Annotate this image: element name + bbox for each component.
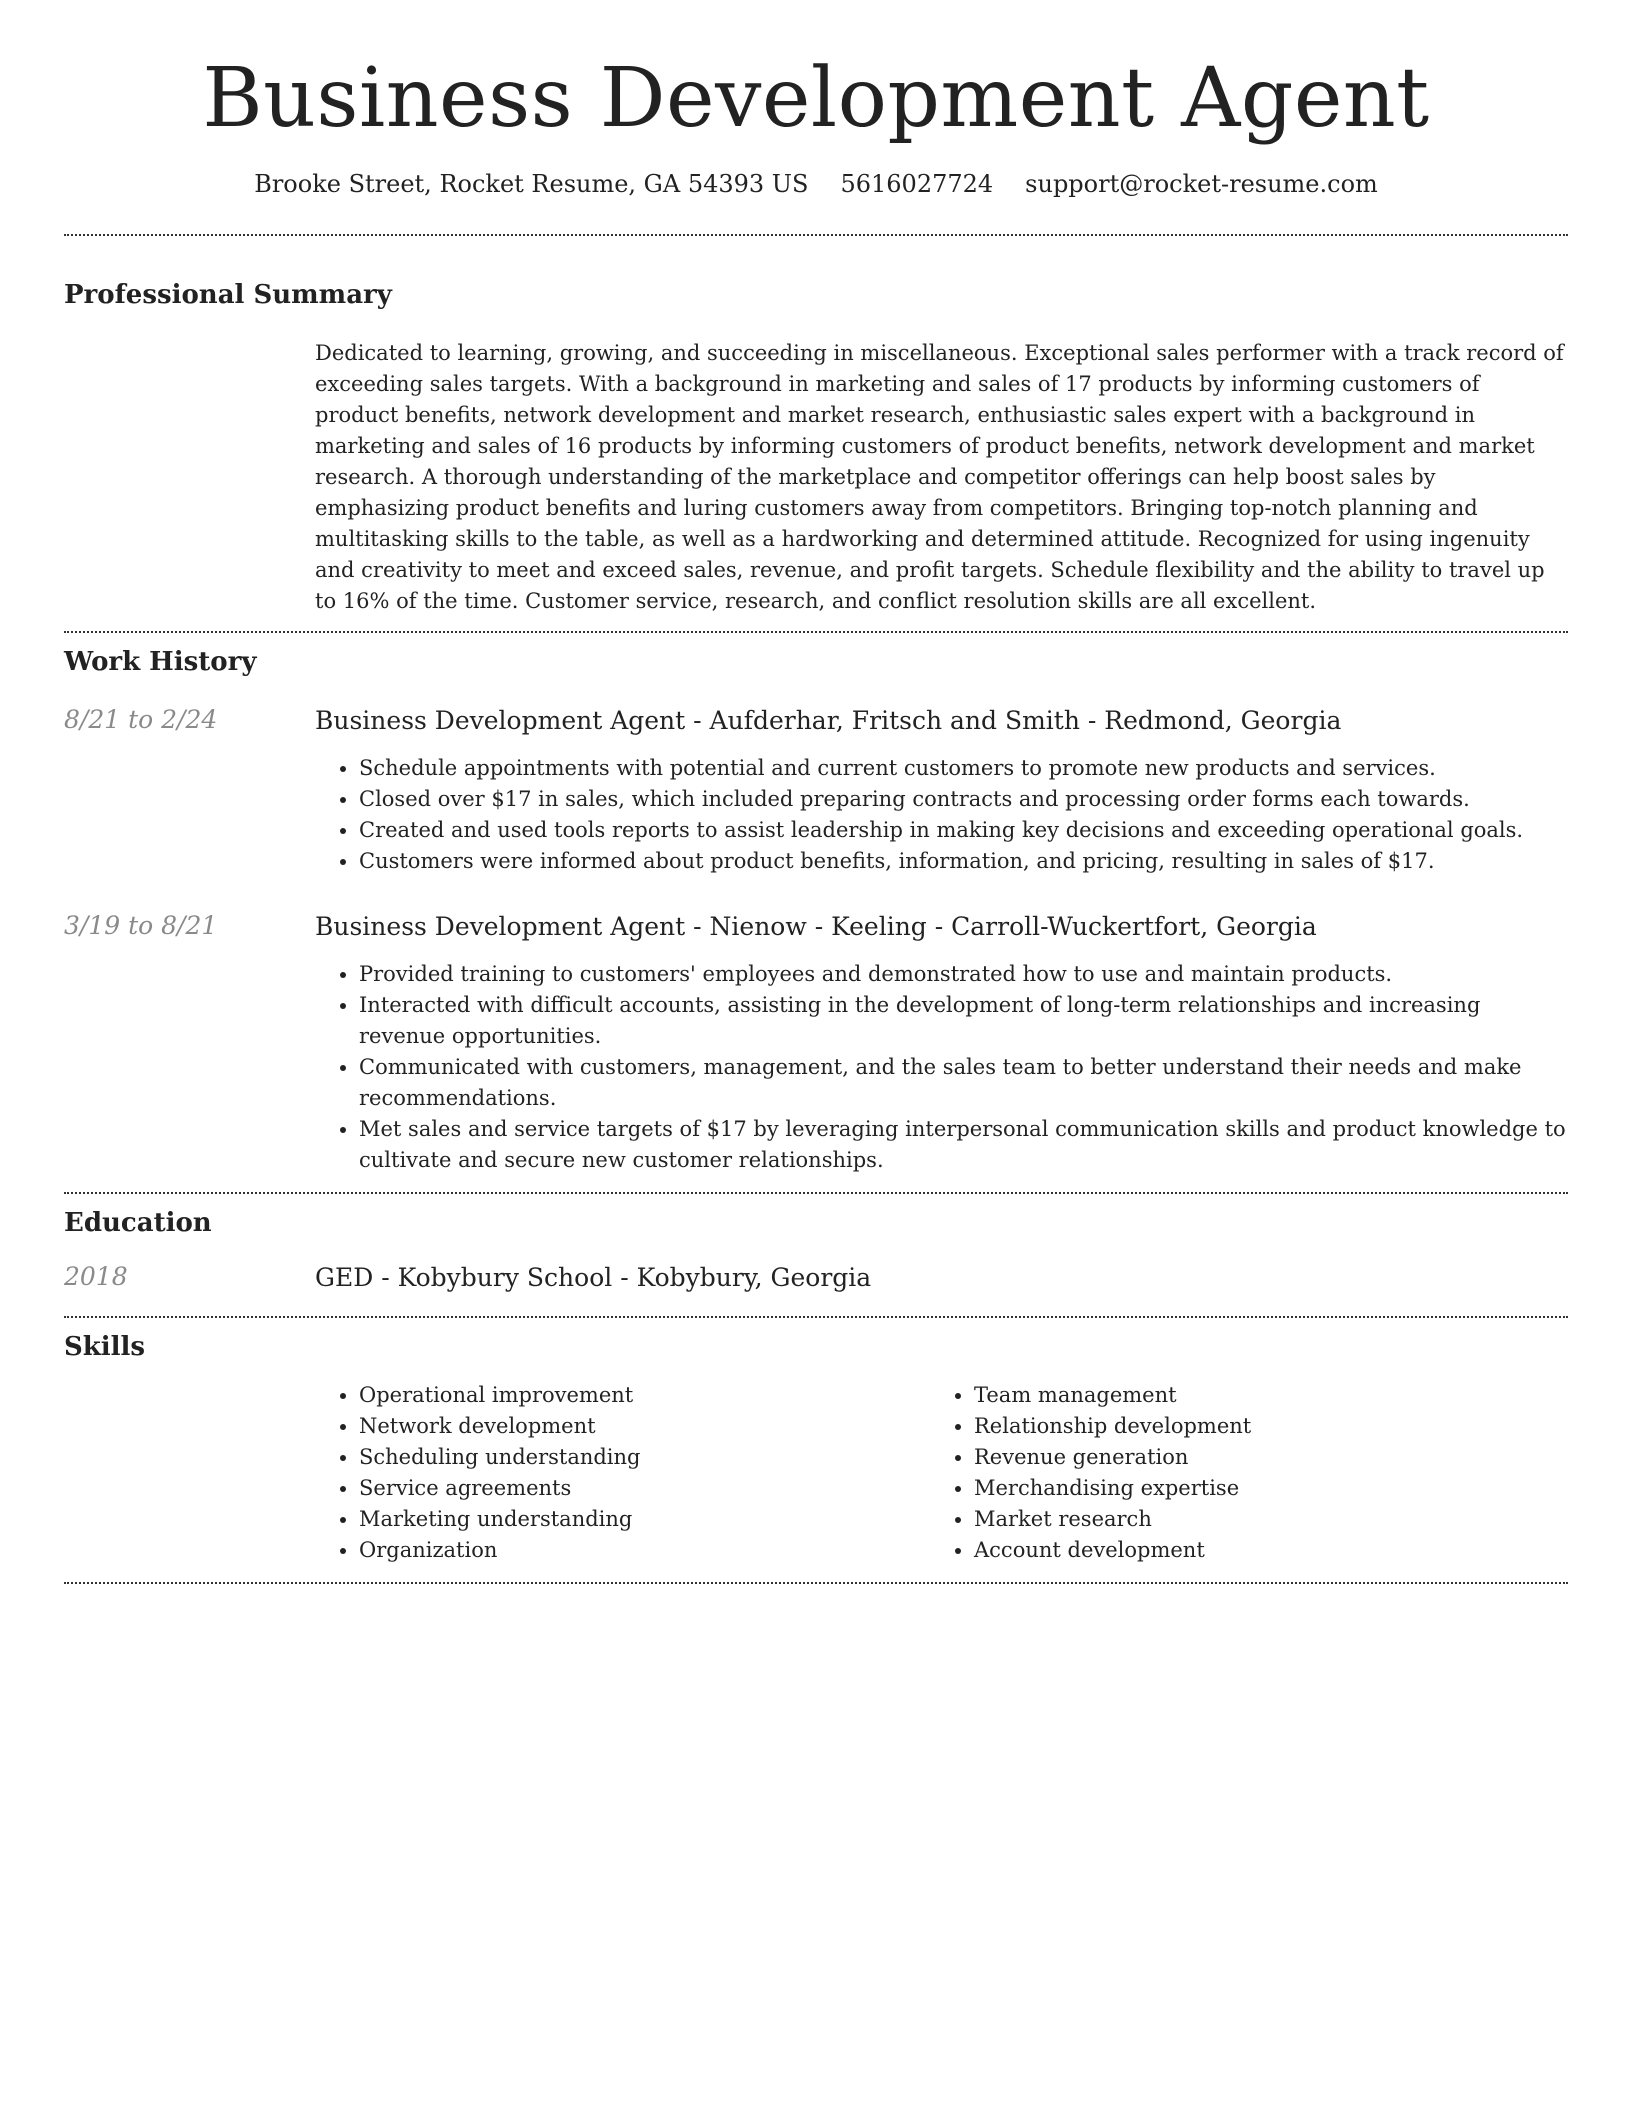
work-history-heading: Work History	[64, 647, 257, 678]
skills-section	[64, 1332, 1568, 1582]
skill-item: • Revenue generation	[974, 1442, 1545, 1473]
skills-grid	[315, 1380, 1568, 1566]
job-bullet: • Customers were informed about product benefits, information, and pricing, resulting in sales of $17.	[359, 846, 1568, 877]
skills-list-right	[930, 1380, 1545, 1566]
skills-list-left	[315, 1380, 930, 1566]
job-entry	[64, 705, 1568, 877]
email-address: support@rocket-resume.com	[1025, 170, 1378, 199]
section-divider	[64, 1316, 1568, 1318]
job-bullet: • Schedule appointments with potential and current customers to promote new products and services.	[359, 753, 1568, 784]
work-history-section	[64, 647, 1568, 1192]
summary-section	[64, 280, 1568, 631]
job-bullet: • Communicated with customers, management, and the sales team to better understand their needs and make recommendations.	[359, 1052, 1568, 1114]
skill-item: • Organization	[359, 1535, 930, 1566]
skill-item: • Team management	[974, 1380, 1545, 1411]
section-divider	[64, 631, 1568, 633]
job-bullet-list	[315, 959, 1568, 1176]
summary-row	[64, 338, 1568, 631]
job-content	[315, 705, 1568, 877]
education-degree: GED - Kobybury School - Kobybury, Georgia	[315, 1263, 872, 1293]
skill-item: • Network development	[359, 1411, 930, 1442]
phone-number: 5616027724	[840, 170, 994, 199]
job-bullet: • Interacted with difficult accounts, assisting in the development of long-term relationships and increasing revenue opportunities.	[359, 990, 1568, 1052]
summary-heading: Professional Summary	[64, 280, 392, 311]
skill-item: • Account development	[974, 1535, 1545, 1566]
job-title: Business Development Agent - Aufderhar, Fritsch and Smith - Redmond, Georgia	[315, 706, 1342, 736]
job-row	[64, 705, 1568, 877]
job-bullet: • Provided training to customers' employees and demonstrated how to use and maintain products.	[359, 959, 1568, 990]
candidate-name: Business Development Agent	[202, 51, 1430, 146]
skills-spacer	[64, 1376, 315, 1582]
job-bullet: • Met sales and service targets of $17 by leveraging interpersonal communication skills and product knowledge to cultivate and secure new customer relationships.	[359, 1114, 1568, 1176]
job-entry	[64, 911, 1568, 1176]
skill-item: • Marketing understanding	[359, 1504, 930, 1535]
skill-item: • Market research	[974, 1504, 1545, 1535]
skill-item: • Merchandising expertise	[974, 1473, 1545, 1504]
education-heading: Education	[64, 1208, 212, 1239]
skill-item: • Operational improvement	[359, 1380, 930, 1411]
education-entry	[64, 1262, 1568, 1294]
skill-item: • Scheduling understanding	[359, 1442, 930, 1473]
education-year: 2018	[64, 1262, 128, 1292]
address: Brooke Street, Rocket Resume, GA 54393 US	[254, 170, 809, 199]
job-row	[64, 911, 1568, 1176]
job-dates: 3/19 to 8/21	[64, 911, 218, 941]
skills-heading: Skills	[64, 1332, 146, 1363]
education-section	[64, 1208, 1568, 1294]
summary-spacer	[64, 338, 315, 631]
job-dates: 8/21 to 2/24	[64, 705, 218, 735]
section-divider	[64, 234, 1568, 236]
section-divider	[64, 1192, 1568, 1194]
job-bullet: • Created and used tools reports to assist leadership in making key decisions and exceeding operational goals.	[359, 815, 1568, 846]
job-bullet-list	[315, 753, 1568, 877]
skill-item: • Relationship development	[974, 1411, 1545, 1442]
section-divider	[64, 1582, 1568, 1584]
spacer	[64, 1176, 1568, 1192]
summary-text: Dedicated to learning, growing, and succeeding in miscellaneous. Exceptional sales performer with a track record of exceeding sales targets. With a background in marketing and sales of 17 products by informing customers of product benefits, network development and market research, enthusiastic sales expert with a background in marketing and sales of 16 products by informing customers of product benefits, network development and market research. A thorough understanding of the marketplace and competitor offerings can help boost sales by emphasizing product benefits and luring customers away from competitors. Bringing top-notch planning and multitasking skills to the table, as well as a hardworking and determined attitude. Recognized for using ingenuity and creativity to meet and exceed sales, revenue, and profit targets. Schedule flexibility and the ability to travel up to 16% of the time. Customer service, research, and conflict resolution skills are all excellent.	[315, 341, 1564, 614]
contact-line	[64, 170, 1568, 198]
job-bullet: • Closed over $17 in sales, which included preparing contracts and processing order forms each towards.	[359, 784, 1568, 815]
skill-item: • Service agreements	[359, 1473, 930, 1504]
job-title: Business Development Agent - Nienow - Keeling - Carroll-Wuckertfort, Georgia	[315, 912, 1317, 942]
job-content	[315, 911, 1568, 1176]
skills-row	[64, 1376, 1568, 1582]
